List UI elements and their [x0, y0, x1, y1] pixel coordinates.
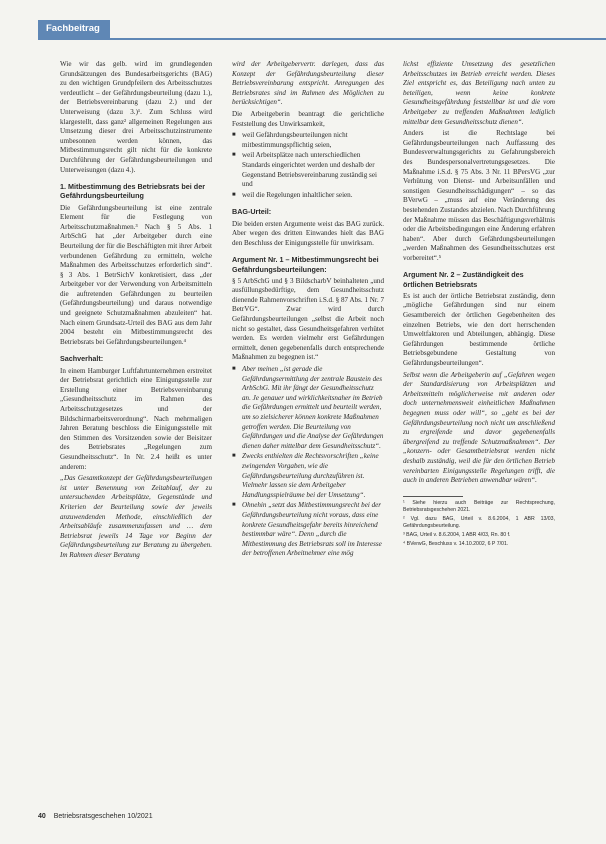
paragraph: In einem Hamburger Luftfahrtunternehmen erstreitet der Betriebsrat gerichtlich eine Einigungsstelle zur Erstellung einer Betriebsvereinbarung „Gesundheitsschutz im Rahmen des Arbeitsschutzgesetzes und der Bildschirmarbeitsverordnung“. Nach mehrmaligen Jahren Beratung beschloss die Einigungsstelle mit den Stimmen des Vorsitzenden sowie der Beisitzer des Betriebsrates „Regelungen zum Gesundheitsschutz“. In Nr. 2.4 heißt es unter anderem:	[60, 366, 212, 471]
paragraph: Es ist auch der örtliche Betriebsrat zuständig, denn „mögliche Gefährdungen sind nur einem Gesamtbereich der örtlichen Gegebenheiten des einzelnen Betriebs, wie den dort herrschenden Umweltfaktoren und Abteilungen, abhängig. Diese Gefährdungen bestimmende örtliche Betriebsgebundene Gestaltung von Gefährdungsbeurteilungen“.	[403, 291, 555, 368]
paragraph: § 5 ArbSchG und § 3 BildscharbV beinhalteten „und ausfüllungsbedürftige, dem Gesundheitsschutz dienende Rahmenvorschriften i.S.d. § 87 Abs. 1 Nr. 7 BetrVG“. Zwar wird durch Gefährdungsbeurteilungen „selbst die Arbeit noch nicht so gestaltet, dass Gesundheitsgefahren verhütet werden. Es werden vielmehr erst Gefährdungen ermittelt, denen gegebenenfalls durch entsprechende Maßnahmen zu begegnen ist.“	[232, 276, 384, 362]
section-heading: Argument Nr. 2 – Zuständigkeit des örtlichen Betriebsrats	[403, 270, 524, 289]
paragraph: Die beiden ersten Argumente weist das BAG zurück. Aber wegen des dritten Einwandes hielt das BAG den Beschluss der Einigungsstelle für unwirksam.	[232, 219, 384, 247]
section-tab: Fachbeitrag	[38, 20, 110, 38]
list-item: ■ weil Arbeitsplätze nach unterschiedlichen Standards eingerichtet werden und deshalb der Gegenstand Betriebsvereinbarung zuständig sei und	[242, 151, 384, 189]
list-item: ■ Zwecks enthielten die Rechtsvorschriften „keine zwingenden Vorgaben, wie die Gefährdungsbeurteilung durchzuführen ist. Vielmehr lassen sie dem Arbeitgeber Handlungsspielräume bei der Umsetzung“.	[242, 452, 384, 500]
quote: lichst effiziente Umsetzung des gesetzlichen Arbeitsschutzes im Betrieb erreicht werden. Dieses Ziel entspricht es, das Beteiligung nach unten zu beteiligen, wenn keine konkrete Gesundheitsgefährdung feststellbar ist und die vom Arbeitgeber zu treffenden Maßnahmen lediglich mittelbar dem Gesundheitsschutz dienen“.	[403, 60, 555, 126]
paragraph: Die Arbeitgeberin beantragt die gerichtliche Feststellung des Unwirksamkeit,	[232, 109, 384, 128]
footnote: ¹ Siehe hierzu auch Beiträge zur Rechtsprechung, Betriebsratsgeschehen 2021.	[403, 499, 555, 513]
list-item: ■ Ohnehin „setzt das Mitbestimmungsrecht bei der Gefährdungsbeurteilung nicht voraus, dass eine konkrete Gesundheitsgefahr bereits hinreichend bestimmbar wäre“. Denn „durch die Mitbestimmung des Betriebsrats soll im Interesse der betroffenen Arbeitnehmer eine mög	[242, 501, 384, 559]
bullet-list	[232, 365, 384, 559]
paragraph: Anders ist die Rechtslage bei Gefährdungsbeurteilungen nach Auffassung des Bundesverwaltungsgerichts zu Gefahrungsbereich des Bundespersonalvertretungsgesetzes. Die Maßnahme i.S.d. § 75 Abs. 3 Nr. 11 BPersVG „zur Verhütung von Dienst- und Arbeitsunfällen und sonstigen Gesundheitsschädigungen“ – so das BVerwG – „muss auf eine Veränderung des bestehenden Zustandes abzielen. Nach Durchführung der Maßnahme müssen das Beschäftigungsverhältnis oder die Arbeitsbedingungen eine Änderung erfahren haben“. Aber durch Gefährdungsbeurteilungen „werden Maßnahmen des Gesundheitsschutzes erst vorbereitet“.⁵	[403, 129, 555, 262]
list-item: ■ weil die Regelungen inhaltlicher seien.	[242, 191, 384, 201]
footnote: ⁴ BVerwG, Beschluss v. 14.10.2002, 6 P 7/01.	[403, 540, 509, 547]
header-rule	[38, 38, 606, 40]
bullet-list	[232, 131, 384, 200]
quote: „Das Gesamtkonzept der Gefährdungsbeurteilungen ist unter Benennung von Zeitablauf, der zu untersuchenden Arbeitsplätze, Gegenstände und Kriterien der Beurteilung sowie der jeweils anzuwendenden Methode, einschließlich der Arbeitsabläufe zusammenzufassen und … dem Betriebsrat jeweils 14 Tage vor Beginn der Gefährdungsbeurteilung zur Beratung zu übergeben. Im Rahmen dieser Beratung	[60, 474, 212, 559]
column-3	[403, 60, 555, 550]
journal-name: Betriebsratsgeschehen 10/2021	[53, 813, 153, 820]
subheading: Argument Nr. 1 – Mitbestimmungsrecht bei Gefährdungsbeurteilungen:	[232, 255, 379, 274]
subheading: Sachverhalt:	[60, 354, 104, 364]
footnote: ³ BAG, Urteil v. 8.6.2004, 1 ABR 4/03, Rn. 80 f.	[403, 531, 511, 538]
list-item: ■ weil Gefährdungsbeurteilungen nicht mitbestimmungspflichtig seien,	[242, 131, 384, 150]
list-item: ■ Aber meinen „ist gerade die Gefährdungsermittlung der zentrale Baustein des ArbSchG. Mit ihr fängt der Gesundheitsschutz an. Je genauer und wirklichkeitsnaher im Betrieb die Gefährdungen ermittelt und beurteilt werden, um so zielsicherer können konkrete Maßnahmen getroffen werden. Die Beurteilung von Gefährdungen und die Analyse der Gefährdungen dienen daher mittelbar dem Gesundheitsschutz“.	[242, 365, 384, 451]
column-1	[60, 60, 212, 563]
quote: wird der Arbeitgebervertr. darlegen, dass das Konzept der Gefährdungsbeurteilung dieser Betriebsvereinbarung entspricht. Anregungen des Betriebsrates sind im Rahmen des Möglichen zu berücksichtigen“.	[232, 60, 384, 107]
footnote-divider	[403, 496, 463, 497]
page-number: 40	[38, 813, 46, 820]
section-heading: 1. Mitbestimmung des Betriebsrats bei der Gefährdungsbeurteilung	[60, 182, 205, 201]
page-footer	[38, 813, 153, 820]
paragraph: Die Gefährdungsbeurteilung ist eine zentrale Element für die Festlegung von Arbeitsschutzmaßnahmen.³ Nach § 5 Abs. 1 ArbSchG hat „der Arbeitgeber durch eine Beurteilung der für die Beschäftigten mit ihrer Arbeit verbundenen Gefährdung zu ermitteln, welche Maßnahmen des Arbeitsschutzes erforderlich sind“. § 3 Abs. 1 BetrSichV konkretisiert, dass „der Arbeitgeber vor der Verwendung von Arbeitsmitteln die auftretenden Gefährdungen zu beurteilen (Gefährdungsbeurteilung) und daraus notwendige und geeignete Schutzmaßnahmen abzuleiten“ hat. Nach einem Grundsatz-Urteil des BAG aus dem Jahr 2004 besteht ein Mitbestimmungsrecht des Betriebsrats bei Gefährdungsbeurteilungen.⁴	[60, 203, 212, 346]
subheading: BAG-Urteil:	[232, 207, 272, 217]
paragraph: Selbst wenn die Arbeitgeberin auf „Gefahren wegen der Standardisierung von Arbeitsplätzen und Arbeitsmitteln möglicherweise mit anderen oder doch unternehmensweit einheitlichen Maßnahmen begegnen muss oder will“, so „geht es bei der Gefährdungsbeurteilung noch nicht um anschließend zu ergreifende und davor gegebenenfalls übergreifend zu treffende Schutzmaßnahmen“. Der „konzern- oder Gesamtbetriebsrat werden nicht deshalb zuständig, weil die für den örtlichen Betrieb vereinbarten Einigungsstelle Regelungen trifft, die auch in anderen Betrieben anwendbar wären“.	[403, 370, 555, 485]
column-2	[232, 60, 384, 562]
paragraph: Wie wir das gelb. wird im grundlegenden Grundsätzungen des Bundesarbeitsgerichts (BAG) zu den wichtigen Grundpfeilern des Arbeitsschutzes verdeutlicht – der Gefährdungsbeurteilung (dazu 1.), der Betriebsvereinbarung (dazu 2.) und der Unterweisung (dazu 3.)¹. Zum Schluss wird klargestellt, dass ganz² allgemeinen Regelungen aus Umsetzung dieser drei Arbeitsschutzinstrumente umbesonnen werden können, das Mitbestimmungsrecht gilt nicht für die konkrete Durchführung der Gefährdungsbeurteilungen und Unterweisungen (dazu 4.).	[60, 60, 212, 174]
footnote: ² Vgl. dazu BAG, Urteil v. 8.6.2004, 1 ABR 13/03, Gefährdungsbeurteilung.	[403, 515, 555, 529]
